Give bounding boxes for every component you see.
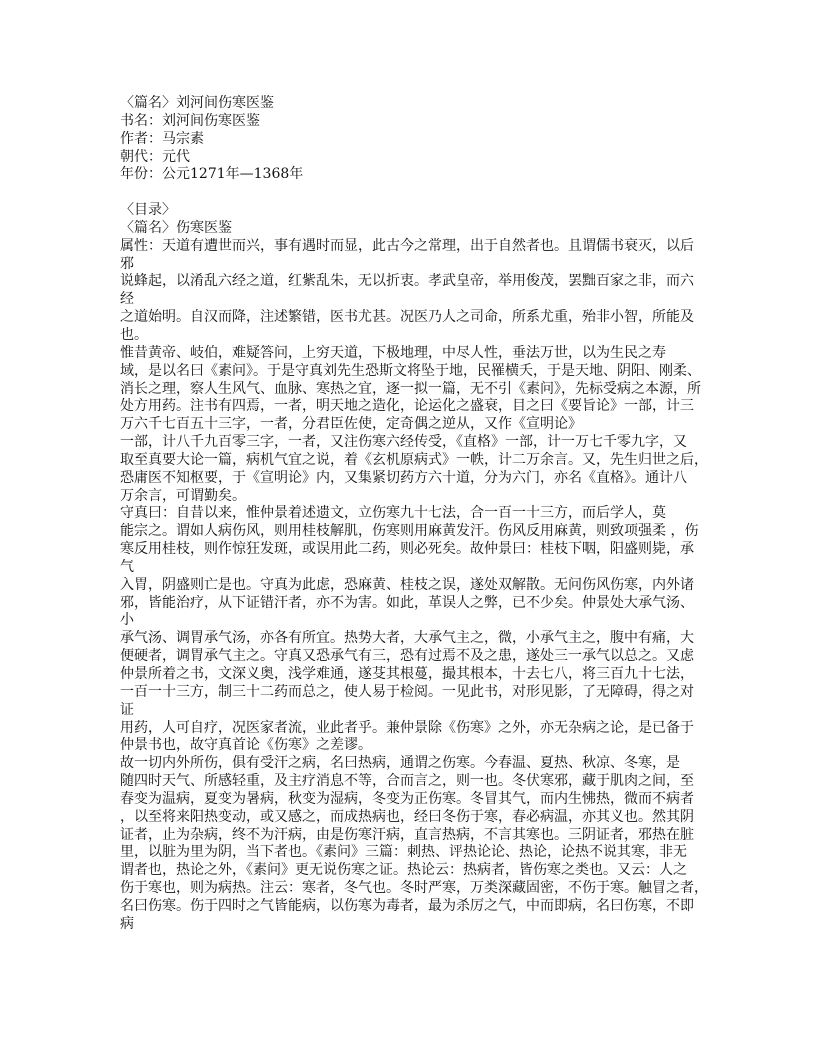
document-body xyxy=(120,95,720,934)
text-line: 证者，止为杂病，终不为汗病，由是伤寒汗病，直言热病，不言其寒也。三阴证者，邪热在脏 xyxy=(120,826,694,843)
text-line: ，以至将来阳热变动，或又感之，而成热病也，经曰冬伤于寒，春必病温，亦其义也。然其阴 xyxy=(120,808,694,825)
text-line: 恐庸医不知枢要，于《宣明论》内，又集紧切药方六十道，分为六门，亦名《直格》。通计八 xyxy=(120,469,687,486)
text-line: 经 xyxy=(120,291,134,308)
text-line: 名曰伤寒。伤于四时之气皆能病，以伤寒为毒者，最为杀厉之气，中而即病，名曰伤寒，不即 xyxy=(120,897,694,914)
text-line: 证 xyxy=(120,701,134,718)
text-line: 用药，人可自疗，况医家者流，业此者乎。兼仲景除《伤寒》之外，亦无杂病之论，是已备于 xyxy=(120,719,694,736)
text-line: 〈目录〉 xyxy=(120,202,176,219)
text-line: 消长之理，察人生风气、血脉、寒热之宜，逐一拟一篇，无不引《素问》，先标受病之本源，所 xyxy=(120,380,701,397)
text-line: 一百一十三方，制三十二药而总之，使人易于检阅。一见此书，对形见影，了无障碍，得之对 xyxy=(120,683,694,700)
text-line: 故一切内外所伤，俱有受汗之病，名曰热病，通谓之伤寒。今春温、夏热、秋凉、冬寒，是 xyxy=(120,755,680,772)
text-line: 一部，计八千九百零三字，一者，又注伤寒六经传受，《直格》一部，计一万七千零九字，又 xyxy=(120,434,687,451)
text-line: 邪 xyxy=(120,255,134,272)
text-line: 仲景所着之书，文深义奥，浅学难通，遂芟其根蔓，撮其根本，十去七八，将三百九十七法， xyxy=(120,666,694,682)
text-line: 能宗之。谓如人病伤风，则用桂枝解肌，伤寒则用麻黄发汗。伤风反用麻黄，则致项强柔 ，伤 xyxy=(120,523,699,540)
text-line: 仲景书也，故守真首论《伤寒》之差谬。 xyxy=(120,737,372,754)
text-line: 气 xyxy=(120,558,134,575)
text-line: 也。 xyxy=(120,326,148,343)
text-line: 朝代：元代 xyxy=(120,148,190,165)
text-line: 〈篇名〉刘河间伤寒医鉴 xyxy=(120,95,274,111)
text-line: 随四时天气、所感轻重，及主疗消息不等，合而言之，则一也。冬伏寒邪，藏于肌肉之间，至 xyxy=(120,773,694,790)
text-line: 说蜂起，以淆乱六经之道，红紫乱朱，无以折衷。孝武皇帝，举用俊茂，罢黜百家之非，而六 xyxy=(120,273,694,290)
text-line: 书名：刘河间伤寒医鉴 xyxy=(120,112,260,129)
text-line: 惟昔黄帝、岐伯，难疑答问，上穷天道，下极地理，中尽人性，垂法万世，以为生民之寿 xyxy=(120,344,666,361)
text-line: 承气汤、调胃承气汤，亦各有所宜。热势大者，大承气主之，微，小承气主之，腹中有痛，大 xyxy=(120,630,694,647)
text-line: 万六千七百五十三字，一者，分君臣佐使，定奇偶之逆从，又作《宣明论》 xyxy=(120,416,582,433)
text-line: 年份：公元1271年—1368年 xyxy=(120,166,304,183)
text-line: 守真曰：自昔以来，惟仲景着述遗文，立伤寒九十七法，合一百一十三方，而后学人，莫 xyxy=(120,505,666,522)
text-line: 之道始明。自汉而降，注述繁错，医书尤甚。况医乃人之司命，所系尤重，殆非小智，所能及 xyxy=(120,309,694,326)
text-line: 域，是以名曰《素问》。于是守真刘先生恐斯文将坠于地，民罹横夭，于是天地、阴阳、刚柔、 xyxy=(120,362,701,379)
text-line: 邪，皆能治疗，从下证错汗者，亦不为害。如此，革误人之弊，已不少矣。仲景处大承气汤、 xyxy=(120,594,694,611)
text-line: 属性：天道有遭世而兴，事有遇时而显，此古今之常理，出于自然者也。且谓儒书衰灭，以后 xyxy=(120,237,694,254)
text-line: 万余言，可谓勤矣。 xyxy=(120,487,246,504)
text-line: 〈篇名〉伤寒医鉴 xyxy=(120,219,232,236)
text-line: 小 xyxy=(120,612,134,629)
text-line xyxy=(120,184,720,202)
text-line: 处方用药。注书有四焉，一者，明天地之造化，论运化之盛衰，目之曰《要旨论》一部，计三 xyxy=(120,398,694,415)
text-line: 伤于寒也，则为病热。注云：寒者，冬气也。冬时严寒，万类深藏固密，不伤于寒。触冒之者， xyxy=(120,880,708,897)
text-line: 寒反用桂枝，则作惊狂发斑，或误用此二药，则必死矣。故仲景曰：桂枝下咽，阳盛则毙，承 xyxy=(120,541,694,558)
text-line: 谓者也，热论之外，《素问》更无说伤寒之证。热论云：热病者，皆伤寒之类也。又云：人之 xyxy=(120,862,687,879)
text-line: 病 xyxy=(120,915,134,932)
text-line: 作者：马宗素 xyxy=(120,130,204,147)
text-line: 春变为温病，夏变为暑病，秋变为湿病，冬变为正伤寒。冬冒其气，而内生怫热，微而不病者 xyxy=(120,790,694,807)
text-line: 入胃，阴盛则亡是也。守真为此虑，恐麻黄、桂枝之误，遂处双解散。无问伤风伤寒，内外诸 xyxy=(120,576,694,593)
text-line: 取至真要大论一篇，病机气宜之说，着《玄机原病式》一帙，计二万余言。又，先生归世之后， xyxy=(120,451,708,468)
text-line: 便硬者，调胃承气主之。守真又恐承气有三，恐有过焉不及之患，遂处三一承气以总之。又虑 xyxy=(120,648,694,665)
text-line: 里，以脏为里为阴，当下者也。《素问》三篇：刺热、评热论论、热论，论热不说其寒，非无 xyxy=(120,844,687,861)
